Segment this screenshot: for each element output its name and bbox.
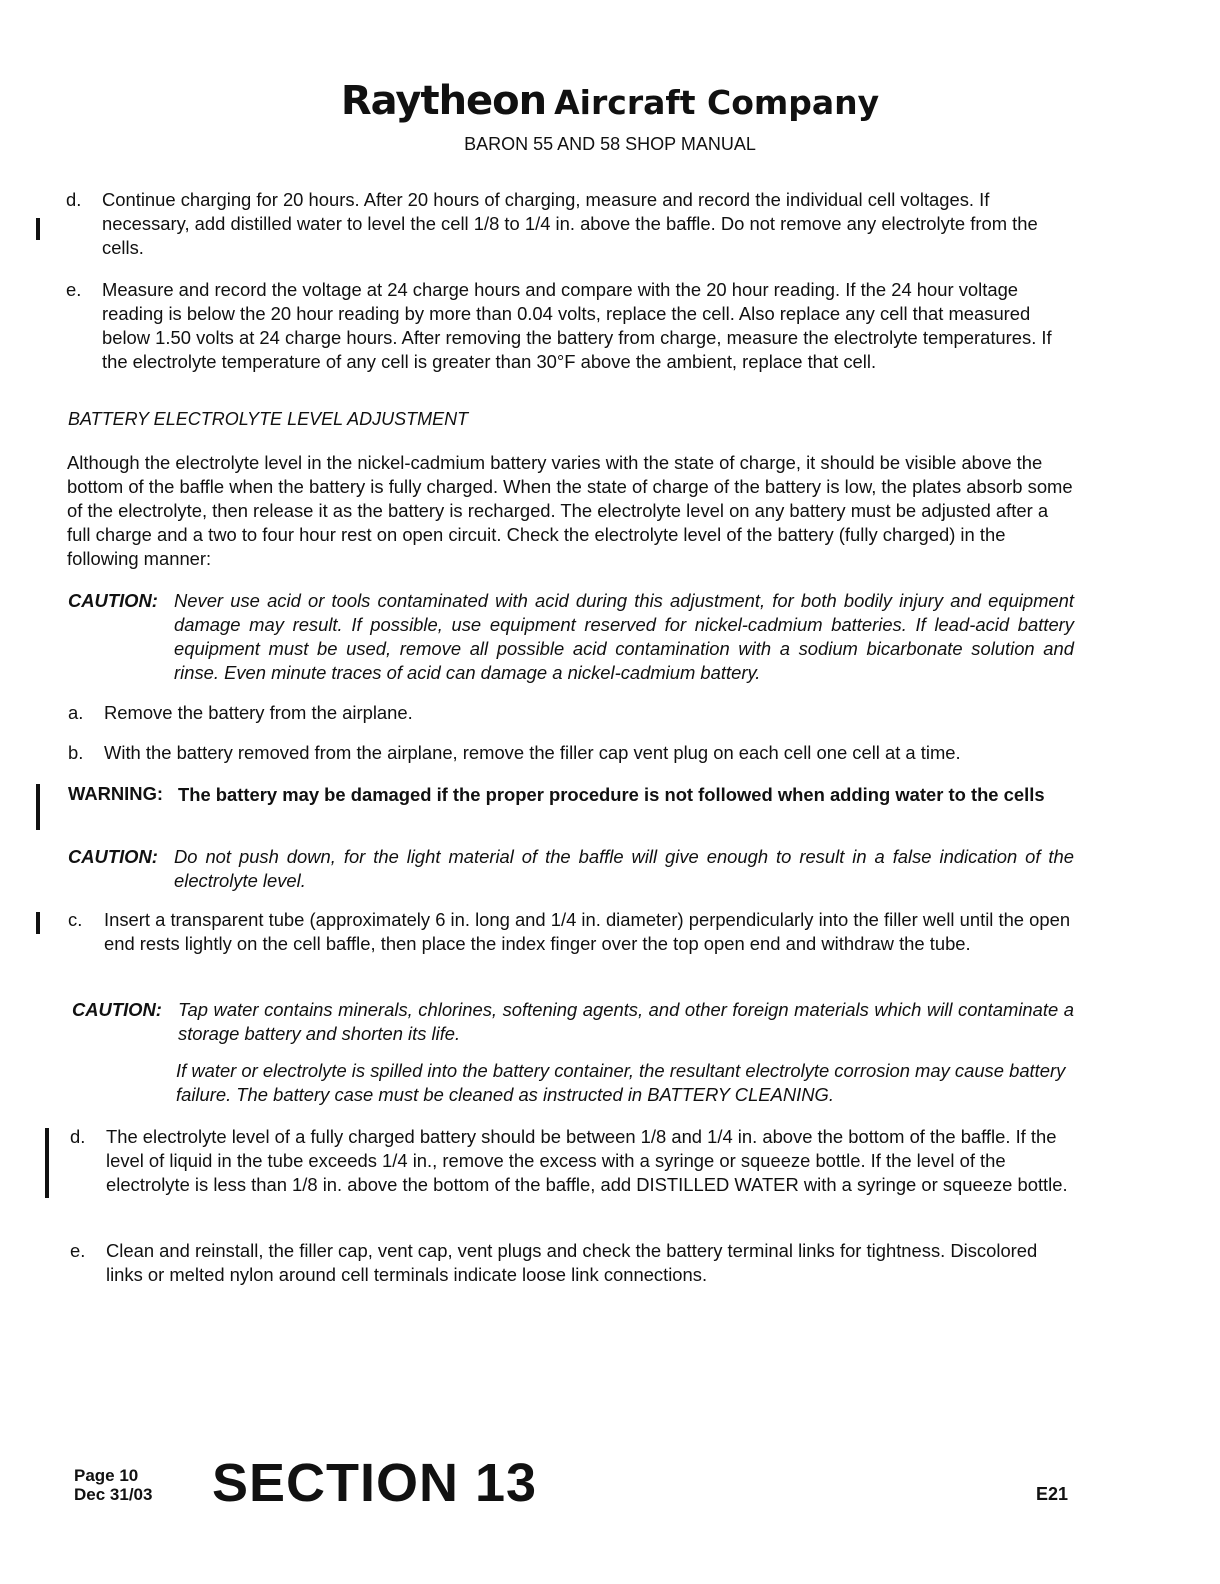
revision-date: Dec 31/03 [74,1485,153,1504]
item-label: e. [70,1240,86,1261]
revision-bar [36,218,40,240]
item-text: The electrolyte level of a fully charged battery should be between 1/8 and 1/4 in. above the bottom of the baffle. If the level of liquid in the tube exceeds 1/4 in., remove the excess with a syringe or squeeze bottle. If the level of the electrolyte is less than 1/8 in. above the bottom of the baffle, add DISTILLED WATER with a syringe or squeeze bottle. [106,1126,1068,1195]
revision-bar [36,912,40,934]
warning-text: The battery may be damaged if the proper procedure is not followed when adding water to the cells [178,784,1045,805]
revision-bar [36,784,40,830]
list-item [68,908,1074,984]
list-item [66,278,1074,378]
caution-label: CAUTION: [72,999,162,1020]
item-label: b. [68,742,84,763]
warning-label: WARNING: [68,783,164,804]
warning-note [68,783,1074,835]
list-item [66,188,1074,264]
list-item [68,741,1074,767]
list-item [70,1239,1074,1291]
item-text: Insert a transparent tube (approximately 6 in. long and 1/4 in. diameter) perpendicularly into the filler well until the open end rests lightly on the cell baffle, then place the index finger over the top open end and withdraw the tube. [104,909,1071,954]
company-name: Aircraft Company [554,83,880,122]
item-text: Continue charging for 20 hours. After 20 hours of charging, measure and record the individual cell voltages. If necessary, add distilled water to level the cell 1/8 to 1/4 in. above the baffle. Do not remove any electrolyte from the cells. [102,189,1038,258]
item-label: a. [68,702,84,723]
intro-paragraph: Although the electrolyte level in the nickel-cadmium battery varies with the state of charge, it should be visible above the bottom of the baffle when the battery is fully charged. When the state of charge of the battery is low, the plates absorb some of the electrolyte, then release it as the battery is recharged. The electrolyte level on any battery must be adjusted after a full charge and a two to four hour rest on open circuit. Check the electrolyte level of the battery (fully charged) in the following manner: [67,452,1073,569]
company-logo [0,78,1220,124]
item-text: Measure and record the voltage at 24 charge hours and compare with the 20 hour reading. If the 24 hour voltage reading is below the 20 hour reading by more than 0.04 volts, replace the cell. Also replace any cell that measured below 1.50 volts at 24 charge hours. After removing the battery from charge, measure the electrolyte temperatures. If the electrolyte temperature of any cell is greater than 30°F above the ambient, replace that cell. [102,279,1052,372]
item-label: d. [70,1126,86,1147]
item-text: With the battery removed from the airplane, remove the filler cap vent plug on each cell one cell at a time. [104,742,961,763]
caution-label: CAUTION: [68,590,158,611]
caution-text: Do not push down, for the light material of the baffle will give enough to result in a false indication of the electrolyte level. [174,846,1074,891]
item-label: c. [68,909,83,930]
page-code: E21 [1036,1484,1069,1504]
list-item [68,701,1074,727]
caution-note [68,845,1074,897]
caution-text: Tap water contains minerals, chlorines, softening agents, and other foreign materials which will contaminate a storage battery and shorten its life. [178,999,1074,1044]
caution-note-continued: If water or electrolyte is spilled into the battery container, the resultant electrolyte corrosion may cause battery failure. The battery case must be cleaned as instructed in BATTERY CLEANING. [176,1060,1066,1105]
item-label: d. [66,189,82,210]
caution-note [68,589,1074,689]
revision-bar [45,1128,49,1198]
page-info [74,1466,152,1504]
brand-name: Raytheon [340,78,547,124]
list-item [70,1125,1074,1225]
item-label: e. [66,279,82,300]
caution-text: Never use acid or tools contaminated with acid during this adjustment, for both bodily injury and equipment damage may result. If possible, use equipment reserved for nickel-cadmium batteries. If lead-acid battery equipment must be used, remove all possible acid contamination with a sodium bicarbonate solution and rinse. Even minute traces of acid can damage a nickel-cadmium battery. [174,590,1074,683]
item-text: Clean and reinstall, the filler cap, vent cap, vent plugs and check the battery terminal links for tightness. Discolored links or melted nylon around cell terminals indicate loose link connections. [106,1240,1038,1285]
section-title: SECTION 13 [212,1453,538,1513]
manual-title: BARON 55 AND 58 SHOP MANUAL [464,134,756,154]
section-heading: BATTERY ELECTROLYTE LEVEL ADJUSTMENT [68,409,469,429]
page-number: Page 10 [74,1466,139,1485]
caution-label: CAUTION: [68,846,158,867]
caution-note [72,998,1074,1050]
item-text: Remove the battery from the airplane. [104,702,413,723]
